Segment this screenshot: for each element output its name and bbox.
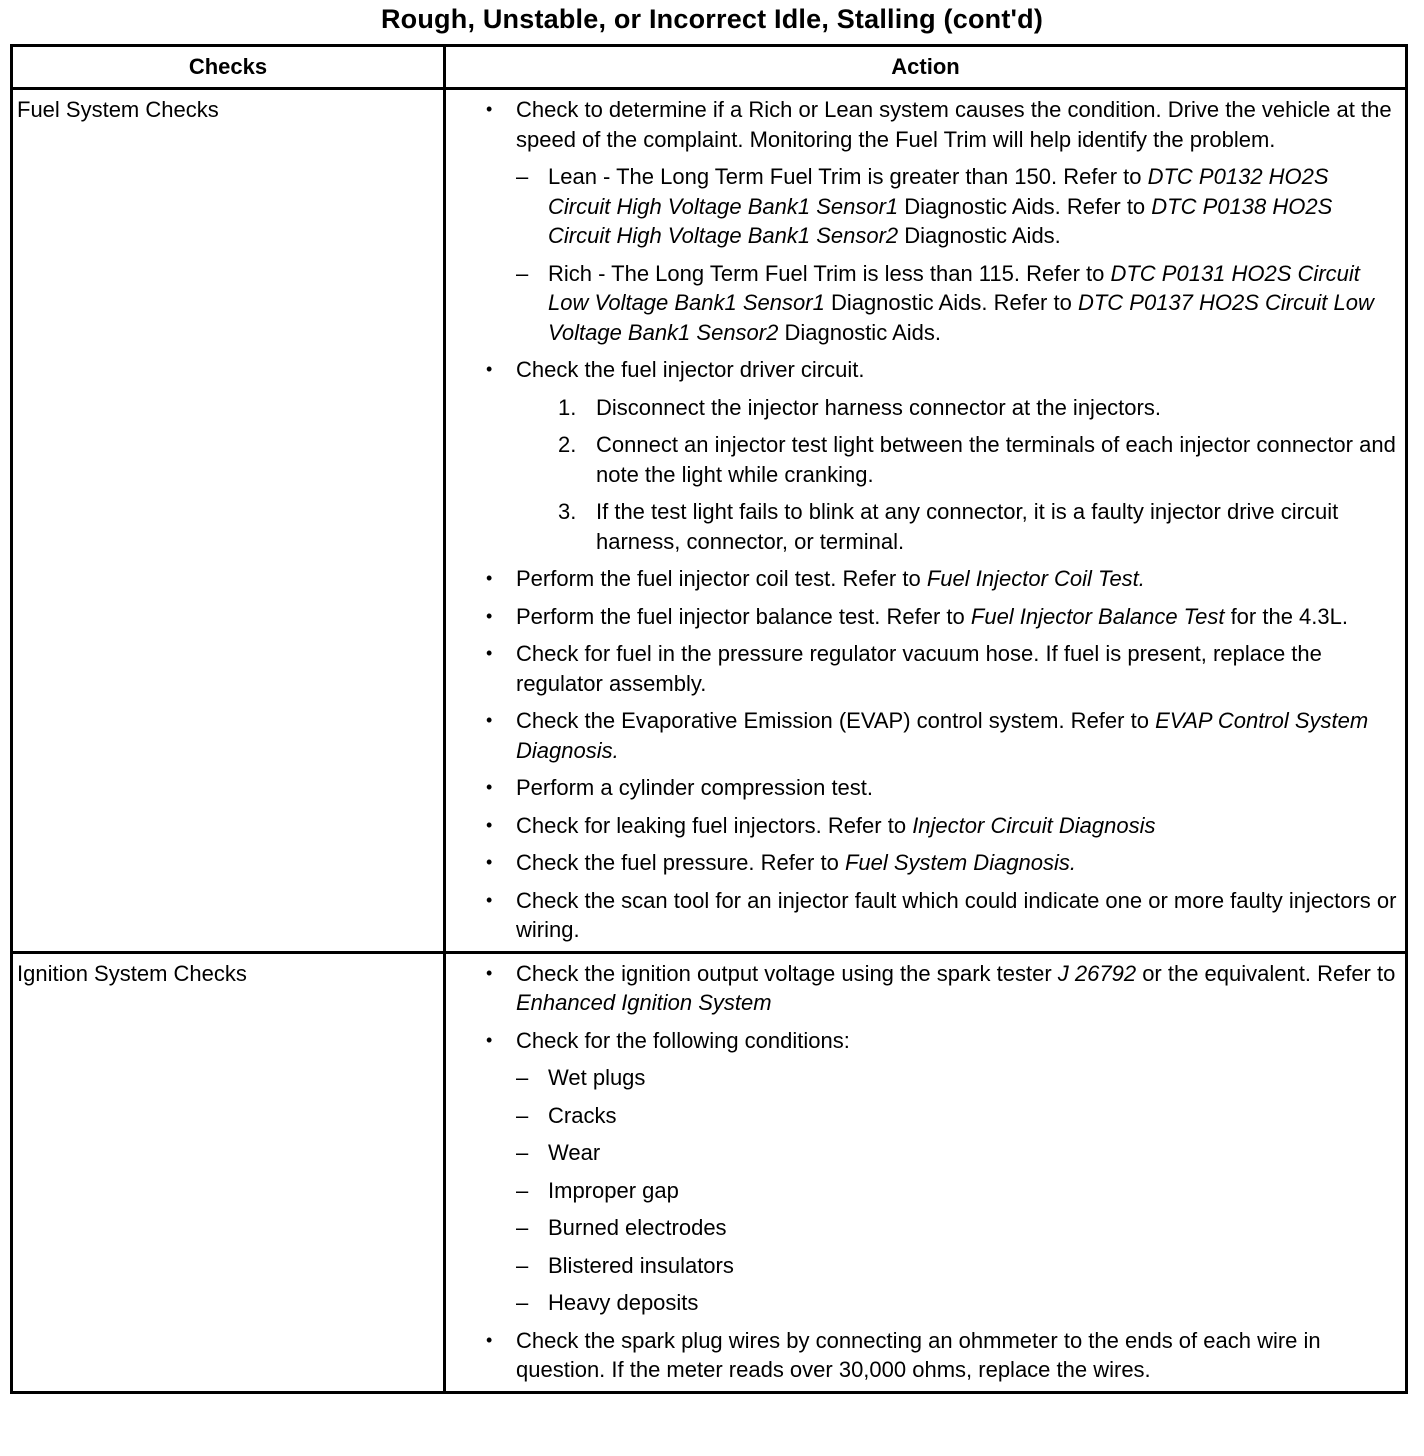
item-text: Check the spark plug wires by connecting an ohmmeter to the ends of each wire in question. If the meter reads over 30,000 ohms, replace the wires.: [516, 1327, 1321, 1382]
action-column-header: Action: [891, 54, 960, 79]
condition-text: Heavy deposits: [548, 1290, 699, 1315]
step-number: 1.: [558, 394, 577, 420]
table-row-ignition-system: [13, 951, 1405, 1391]
dash-mark: –: [516, 164, 529, 189]
list-item: [446, 811, 1397, 841]
item-text: for the 4.3L.: [1224, 603, 1348, 629]
item-text: Check the Evaporative Emission (EVAP) control system. Refer to: [516, 708, 1156, 733]
condition-text: Cracks: [548, 1102, 617, 1128]
reference-link: DTC P0131 HO2S Circuit Low Voltage Bank1 Sensor1: [548, 260, 1360, 315]
condition-item: [446, 1251, 1397, 1281]
condition-item: [446, 1213, 1397, 1243]
item-text: Check the fuel pressure. Refer to: [516, 850, 845, 875]
reference-link: Injector Circuit Diagnosis: [912, 812, 1156, 838]
bullet-mark: •: [486, 852, 493, 872]
bullet-mark: •: [486, 1029, 493, 1050]
bullet-mark: •: [486, 962, 493, 983]
item-text: Diagnostic Aids. Refer to: [898, 193, 1152, 219]
item-text: Diagnostic Aids.: [898, 223, 1061, 248]
item-text: Check to determine if a Rich or Lean system causes the condition. Drive the vehicle at the speed of the complaint. Monitoring the Fuel Trim will help identify the problem.: [516, 97, 1392, 152]
condition-item: [446, 1138, 1397, 1168]
item-text: Diagnostic Aids.: [778, 319, 941, 345]
reference-link: DTC P0138 HO2S Circuit High Voltage Bank1 Sensor2: [548, 193, 1333, 248]
bullet-mark: •: [486, 889, 493, 910]
bullet-mark: •: [486, 1329, 493, 1350]
reference-link: DTC P0132 HO2S Circuit High Voltage Bank1 Sensor1: [548, 164, 1329, 219]
item-text: Check for leaking fuel injectors. Refer to: [516, 812, 913, 838]
numbered-step: [446, 393, 1397, 423]
item-text: Check the fuel injector driver circuit.: [516, 357, 865, 382]
bullet-mark: •: [486, 777, 493, 797]
page-title: Rough, Unstable, or Incorrect Idle, Stalling (cont'd): [380, 4, 1044, 34]
dash-mark: –: [516, 1102, 529, 1128]
action-cell-fuel: [446, 90, 1405, 951]
condition-item: [446, 1288, 1397, 1318]
bullet-mark: •: [486, 710, 493, 730]
item-text: Lean - The Long Term Fuel Trim is greater than 150. Refer to: [548, 164, 1148, 189]
bullet-mark: •: [486, 99, 493, 119]
action-cell-ignition: [446, 954, 1405, 1391]
step-number: 3.: [558, 499, 577, 524]
item-text: Perform the fuel injector coil test. Refer to: [516, 566, 927, 591]
reference-link: Fuel Injector Coil Test.: [926, 566, 1145, 591]
item-text: Check the ignition output voltage using the spark tester: [516, 960, 1058, 986]
bullet-mark: •: [486, 568, 493, 588]
item-text: Rich - The Long Term Fuel Trim is less than 115. Refer to: [548, 260, 1111, 286]
list-item: [446, 1026, 1397, 1056]
reference-link: DTC P0137 HO2S Circuit Low Voltage Bank1 Sensor2: [548, 290, 1374, 345]
bullet-mark: •: [486, 359, 493, 379]
ignition-system-checks-label: Ignition System Checks: [17, 960, 247, 986]
list-item: [446, 959, 1397, 1018]
bullet-mark: •: [486, 643, 493, 663]
list-item: [446, 602, 1397, 632]
dash-mark: –: [516, 1065, 529, 1090]
condition-item: [446, 1063, 1397, 1093]
condition-text: Blistered insulators: [548, 1252, 734, 1278]
reference-link: Enhanced Ignition System: [516, 990, 772, 1015]
condition-text: Burned electrodes: [548, 1215, 727, 1240]
bullet-mark: •: [486, 605, 493, 626]
reference-link: J 26792: [1057, 960, 1137, 986]
diagnostic-table: [10, 44, 1408, 1394]
list-item: [446, 886, 1397, 945]
bullet-mark: •: [486, 814, 493, 835]
list-item-rich: [446, 259, 1397, 348]
list-item: [446, 95, 1397, 154]
checks-column-header: Checks: [13, 47, 446, 87]
list-item: [446, 848, 1397, 878]
table-row-fuel-system: [13, 87, 1405, 951]
step-text: If the test light fails to blink at any connector, it is a faulty injector drive circuit harness, connector, or terminal.: [596, 499, 1339, 554]
reference-link: Fuel Injector Balance Test: [970, 603, 1225, 629]
condition-item: [446, 1176, 1397, 1206]
dash-mark: –: [516, 1140, 529, 1165]
dash-mark: –: [516, 260, 529, 286]
reference-link: Fuel System Diagnosis.: [844, 850, 1077, 875]
item-text: Check for fuel in the pressure regulator vacuum hose. If fuel is present, replace the regulator assembly.: [516, 641, 1322, 696]
item-text: Check the scan tool for an injector fault which could indicate one or more faulty injectors or wiring.: [516, 887, 1397, 942]
condition-text: Wear: [548, 1140, 601, 1165]
table-header-row: [13, 47, 1405, 87]
item-text: Perform a cylinder compression test.: [516, 775, 874, 800]
list-item: [446, 773, 1397, 803]
reference-link: EVAP Control System Diagnosis.: [516, 708, 1369, 763]
step-text: Disconnect the injector harness connector at the injectors.: [596, 394, 1161, 420]
condition-item: [446, 1101, 1397, 1131]
list-item-lean: [446, 162, 1397, 251]
numbered-step: [446, 497, 1397, 556]
dash-mark: –: [516, 1290, 529, 1315]
fuel-system-checks-label: Fuel System Checks: [17, 97, 219, 122]
dash-mark: –: [516, 1215, 529, 1240]
condition-text: Wet plugs: [548, 1065, 646, 1090]
dash-mark: –: [516, 1252, 529, 1278]
item-text: Diagnostic Aids. Refer to: [824, 290, 1078, 315]
list-item: [446, 355, 1397, 385]
condition-text: Improper gap: [548, 1177, 679, 1203]
numbered-step: [446, 430, 1397, 489]
checks-cell-fuel: [13, 90, 446, 951]
dash-mark: –: [516, 1177, 529, 1203]
list-item: [446, 639, 1397, 698]
item-text: or the equivalent. Refer to: [1136, 960, 1396, 986]
checks-cell-ignition: [13, 954, 446, 1391]
list-item: [446, 706, 1397, 765]
step-text: Connect an injector test light between the terminals of each injector connector and note the light while cranking.: [596, 432, 1396, 487]
item-text: Check for the following conditions:: [516, 1027, 850, 1053]
item-text: Perform the fuel injector balance test. Refer to: [516, 603, 971, 629]
step-number: 2.: [558, 432, 577, 457]
list-item: [446, 1326, 1397, 1385]
list-item: [446, 564, 1397, 594]
